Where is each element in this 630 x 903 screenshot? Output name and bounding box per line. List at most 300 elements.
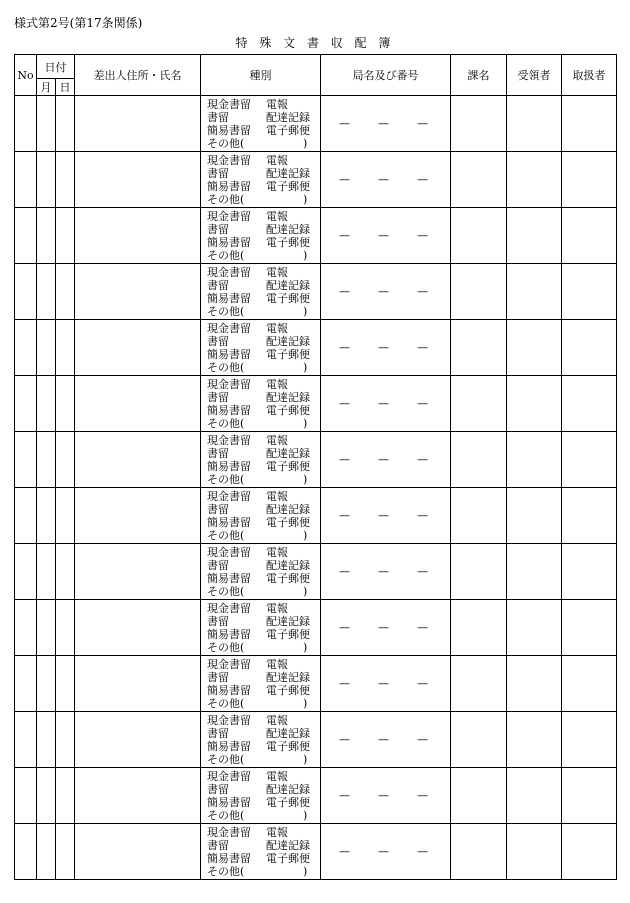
- type-option-other: その他(: [207, 360, 245, 374]
- cell-sender[interactable]: [75, 432, 201, 488]
- type-option-other-close: ): [303, 136, 308, 150]
- cell-section[interactable]: [451, 600, 507, 656]
- cell-day[interactable]: [56, 432, 75, 488]
- cell-handler[interactable]: [562, 712, 617, 768]
- office-dash: —: [339, 621, 350, 634]
- type-option-other-close: ): [303, 752, 308, 766]
- office-dash: —: [339, 117, 350, 130]
- cell-no[interactable]: [15, 432, 37, 488]
- office-dash: —: [378, 453, 389, 466]
- type-option-electronic-mail: 電子郵便: [266, 403, 310, 417]
- cell-month[interactable]: [37, 208, 56, 264]
- type-option-other: その他(: [207, 696, 245, 710]
- cell-handler[interactable]: [562, 96, 617, 152]
- cell-handler[interactable]: [562, 432, 617, 488]
- type-option-other: その他(: [207, 584, 245, 598]
- header-section: 課名: [451, 55, 507, 96]
- type-option-simple-registered: 簡易書留: [207, 179, 251, 193]
- type-option-cash-registered: 現金書留: [207, 209, 251, 223]
- cell-sender[interactable]: [75, 544, 201, 600]
- cell-handler[interactable]: [562, 488, 617, 544]
- cell-handler[interactable]: [562, 152, 617, 208]
- cell-type[interactable]: [201, 152, 321, 208]
- cell-sender[interactable]: [75, 488, 201, 544]
- cell-section[interactable]: [451, 152, 507, 208]
- type-option-delivery-record: 配達記録: [266, 446, 310, 460]
- cell-office-number[interactable]: [321, 824, 451, 880]
- type-option-delivery-record: 配達記録: [266, 558, 310, 572]
- office-dash: —: [417, 845, 428, 858]
- type-option-cash-registered: 現金書留: [207, 265, 251, 279]
- cell-office-number[interactable]: [321, 544, 451, 600]
- cell-month[interactable]: [37, 656, 56, 712]
- header-month: 月: [37, 79, 56, 96]
- cell-section[interactable]: [451, 824, 507, 880]
- type-option-delivery-record: 配達記録: [266, 614, 310, 628]
- type-option-registered: 書留: [207, 166, 229, 180]
- cell-type[interactable]: [201, 264, 321, 320]
- office-dash: —: [339, 789, 350, 802]
- office-dash: —: [417, 229, 428, 242]
- type-option-telegram: 電報: [266, 265, 288, 279]
- type-option-telegram: 電報: [266, 601, 288, 615]
- cell-receiver[interactable]: [507, 600, 562, 656]
- type-option-simple-registered: 簡易書留: [207, 347, 251, 361]
- type-option-other-close: ): [303, 248, 308, 262]
- type-option-other: その他(: [207, 136, 245, 150]
- type-option-electronic-mail: 電子郵便: [266, 235, 310, 249]
- office-dash: —: [339, 565, 350, 578]
- cell-handler[interactable]: [562, 600, 617, 656]
- type-option-other-close: ): [303, 864, 308, 878]
- office-dash: —: [339, 509, 350, 522]
- type-option-other: その他(: [207, 472, 245, 486]
- office-dash: —: [339, 285, 350, 298]
- cell-month[interactable]: [37, 376, 56, 432]
- cell-sender[interactable]: [75, 656, 201, 712]
- type-option-other-close: ): [303, 584, 308, 598]
- type-option-telegram: 電報: [266, 377, 288, 391]
- table-row: [15, 600, 617, 656]
- cell-office-number[interactable]: [321, 600, 451, 656]
- cell-handler[interactable]: [562, 656, 617, 712]
- type-option-cash-registered: 現金書留: [207, 433, 251, 447]
- type-option-cash-registered: 現金書留: [207, 713, 251, 727]
- office-dash: —: [339, 229, 350, 242]
- cell-receiver[interactable]: [507, 376, 562, 432]
- type-option-other: その他(: [207, 864, 245, 878]
- cell-type[interactable]: [201, 600, 321, 656]
- cell-sender[interactable]: [75, 712, 201, 768]
- cell-month[interactable]: [37, 768, 56, 824]
- office-dash: —: [378, 509, 389, 522]
- type-option-registered: 書留: [207, 110, 229, 124]
- office-dash: —: [417, 621, 428, 634]
- cell-office-number[interactable]: [321, 656, 451, 712]
- type-option-cash-registered: 現金書留: [207, 657, 251, 671]
- type-option-cash-registered: 現金書留: [207, 769, 251, 783]
- type-option-delivery-record: 配達記録: [266, 838, 310, 852]
- table-row: [15, 544, 617, 600]
- cell-no[interactable]: [15, 320, 37, 376]
- type-option-simple-registered: 簡易書留: [207, 123, 251, 137]
- header-receiver: 受領者: [507, 55, 562, 96]
- header-day: 日: [56, 79, 75, 96]
- cell-section[interactable]: [451, 488, 507, 544]
- cell-handler[interactable]: [562, 824, 617, 880]
- type-option-telegram: 電報: [266, 545, 288, 559]
- cell-type[interactable]: [201, 656, 321, 712]
- cell-type[interactable]: [201, 208, 321, 264]
- office-dash: —: [339, 341, 350, 354]
- cell-month[interactable]: [37, 824, 56, 880]
- cell-type[interactable]: [201, 824, 321, 880]
- cell-handler[interactable]: [562, 376, 617, 432]
- type-option-other: その他(: [207, 304, 245, 318]
- type-option-registered: 書留: [207, 726, 229, 740]
- cell-section[interactable]: [451, 768, 507, 824]
- type-option-other: その他(: [207, 640, 245, 654]
- cell-type[interactable]: [201, 712, 321, 768]
- office-dash: —: [417, 453, 428, 466]
- type-option-electronic-mail: 電子郵便: [266, 739, 310, 753]
- cell-no[interactable]: [15, 96, 37, 152]
- type-option-other-close: ): [303, 640, 308, 654]
- type-option-telegram: 電報: [266, 657, 288, 671]
- type-option-simple-registered: 簡易書留: [207, 851, 251, 865]
- cell-sender[interactable]: [75, 152, 201, 208]
- cell-office-number[interactable]: [321, 768, 451, 824]
- type-option-cash-registered: 現金書留: [207, 545, 251, 559]
- type-option-delivery-record: 配達記録: [266, 782, 310, 796]
- cell-office-number[interactable]: [321, 432, 451, 488]
- form-label: 様式第2号(第17条関係): [14, 16, 143, 30]
- type-option-other-close: ): [303, 472, 308, 486]
- type-option-cash-registered: 現金書留: [207, 377, 251, 391]
- cell-day[interactable]: [56, 208, 75, 264]
- type-option-registered: 書留: [207, 278, 229, 292]
- type-option-registered: 書留: [207, 670, 229, 684]
- cell-office-number[interactable]: [321, 264, 451, 320]
- cell-receiver[interactable]: [507, 208, 562, 264]
- cell-day[interactable]: [56, 544, 75, 600]
- header-handler: 取扱者: [562, 55, 617, 96]
- cell-month[interactable]: [37, 96, 56, 152]
- type-option-delivery-record: 配達記録: [266, 726, 310, 740]
- type-option-other: その他(: [207, 192, 245, 206]
- cell-section[interactable]: [451, 264, 507, 320]
- cell-sender[interactable]: [75, 600, 201, 656]
- header-type: 種別: [201, 55, 321, 96]
- cell-no[interactable]: [15, 376, 37, 432]
- cell-section[interactable]: [451, 432, 507, 488]
- type-option-electronic-mail: 電子郵便: [266, 683, 310, 697]
- table-row: [15, 96, 617, 152]
- type-option-telegram: 電報: [266, 321, 288, 335]
- cell-type[interactable]: [201, 488, 321, 544]
- register-table: [14, 54, 617, 880]
- cell-day[interactable]: [56, 488, 75, 544]
- type-option-simple-registered: 簡易書留: [207, 291, 251, 305]
- office-dash: —: [378, 789, 389, 802]
- cell-month[interactable]: [37, 600, 56, 656]
- cell-day[interactable]: [56, 600, 75, 656]
- cell-month[interactable]: [37, 152, 56, 208]
- table-row: [15, 264, 617, 320]
- office-dash: —: [417, 173, 428, 186]
- type-option-electronic-mail: 電子郵便: [266, 515, 310, 529]
- type-option-cash-registered: 現金書留: [207, 489, 251, 503]
- type-option-telegram: 電報: [266, 153, 288, 167]
- type-option-electronic-mail: 電子郵便: [266, 571, 310, 585]
- office-dash: —: [339, 845, 350, 858]
- table-row: [15, 432, 617, 488]
- cell-no[interactable]: [15, 152, 37, 208]
- type-option-registered: 書留: [207, 614, 229, 628]
- cell-type[interactable]: [201, 96, 321, 152]
- office-dash: —: [339, 173, 350, 186]
- cell-section[interactable]: [451, 96, 507, 152]
- table-row: [15, 376, 617, 432]
- cell-office-number[interactable]: [321, 712, 451, 768]
- office-dash: —: [417, 285, 428, 298]
- cell-office-number[interactable]: [321, 320, 451, 376]
- type-option-other: その他(: [207, 416, 245, 430]
- office-dash: —: [417, 117, 428, 130]
- cell-section[interactable]: [451, 376, 507, 432]
- cell-type[interactable]: [201, 544, 321, 600]
- table-row: [15, 712, 617, 768]
- cell-handler[interactable]: [562, 320, 617, 376]
- table-row: [15, 208, 617, 264]
- type-option-electronic-mail: 電子郵便: [266, 179, 310, 193]
- cell-receiver[interactable]: [507, 712, 562, 768]
- office-dash: —: [378, 565, 389, 578]
- cell-sender[interactable]: [75, 264, 201, 320]
- cell-sender[interactable]: [75, 768, 201, 824]
- office-dash: —: [378, 341, 389, 354]
- cell-no[interactable]: [15, 544, 37, 600]
- table-row: [15, 768, 617, 824]
- type-option-registered: 書留: [207, 838, 229, 852]
- type-option-simple-registered: 簡易書留: [207, 795, 251, 809]
- cell-type[interactable]: [201, 432, 321, 488]
- type-option-telegram: 電報: [266, 433, 288, 447]
- cell-no[interactable]: [15, 768, 37, 824]
- type-option-simple-registered: 簡易書留: [207, 459, 251, 473]
- office-dash: —: [417, 789, 428, 802]
- type-option-registered: 書留: [207, 558, 229, 572]
- office-dash: —: [378, 285, 389, 298]
- type-option-simple-registered: 簡易書留: [207, 739, 251, 753]
- type-option-telegram: 電報: [266, 489, 288, 503]
- cell-month[interactable]: [37, 712, 56, 768]
- office-dash: —: [378, 117, 389, 130]
- type-option-simple-registered: 簡易書留: [207, 515, 251, 529]
- office-dash: —: [417, 341, 428, 354]
- type-option-electronic-mail: 電子郵便: [266, 291, 310, 305]
- cell-no[interactable]: [15, 656, 37, 712]
- cell-sender[interactable]: [75, 96, 201, 152]
- table-row: [15, 824, 617, 880]
- cell-day[interactable]: [56, 768, 75, 824]
- type-option-telegram: 電報: [266, 209, 288, 223]
- cell-day[interactable]: [56, 96, 75, 152]
- cell-receiver[interactable]: [507, 544, 562, 600]
- cell-month[interactable]: [37, 320, 56, 376]
- cell-handler[interactable]: [562, 264, 617, 320]
- office-dash: —: [417, 397, 428, 410]
- type-option-cash-registered: 現金書留: [207, 601, 251, 615]
- type-option-other-close: ): [303, 192, 308, 206]
- cell-day[interactable]: [56, 152, 75, 208]
- cell-day[interactable]: [56, 264, 75, 320]
- cell-receiver[interactable]: [507, 432, 562, 488]
- cell-section[interactable]: [451, 712, 507, 768]
- cell-type[interactable]: [201, 376, 321, 432]
- office-dash: —: [417, 733, 428, 746]
- table-row: [15, 656, 617, 712]
- office-dash: —: [339, 733, 350, 746]
- cell-sender[interactable]: [75, 376, 201, 432]
- cell-handler[interactable]: [562, 544, 617, 600]
- cell-section[interactable]: [451, 208, 507, 264]
- type-option-registered: 書留: [207, 782, 229, 796]
- type-option-delivery-record: 配達記録: [266, 110, 310, 124]
- type-option-other-close: ): [303, 416, 308, 430]
- header-no: No: [15, 55, 37, 96]
- cell-day[interactable]: [56, 712, 75, 768]
- cell-handler[interactable]: [562, 208, 617, 264]
- type-option-other: その他(: [207, 248, 245, 262]
- type-option-registered: 書留: [207, 446, 229, 460]
- office-dash: —: [378, 173, 389, 186]
- cell-no[interactable]: [15, 600, 37, 656]
- cell-receiver[interactable]: [507, 488, 562, 544]
- type-option-electronic-mail: 電子郵便: [266, 347, 310, 361]
- office-dash: —: [378, 621, 389, 634]
- cell-type[interactable]: [201, 768, 321, 824]
- header-sender: 差出人住所・氏名: [75, 55, 201, 96]
- cell-no[interactable]: [15, 712, 37, 768]
- cell-office-number[interactable]: [321, 96, 451, 152]
- type-option-simple-registered: 簡易書留: [207, 683, 251, 697]
- cell-type[interactable]: [201, 320, 321, 376]
- cell-no[interactable]: [15, 488, 37, 544]
- cell-receiver[interactable]: [507, 152, 562, 208]
- cell-receiver[interactable]: [507, 320, 562, 376]
- type-option-registered: 書留: [207, 502, 229, 516]
- type-option-simple-registered: 簡易書留: [207, 627, 251, 641]
- cell-section[interactable]: [451, 544, 507, 600]
- type-option-telegram: 電報: [266, 97, 288, 111]
- table-row: [15, 152, 617, 208]
- cell-receiver[interactable]: [507, 264, 562, 320]
- cell-no[interactable]: [15, 264, 37, 320]
- cell-office-number[interactable]: [321, 152, 451, 208]
- type-option-delivery-record: 配達記録: [266, 670, 310, 684]
- type-option-other: その他(: [207, 808, 245, 822]
- office-dash: —: [378, 733, 389, 746]
- cell-receiver[interactable]: [507, 824, 562, 880]
- cell-section[interactable]: [451, 320, 507, 376]
- type-option-other-close: ): [303, 360, 308, 374]
- cell-day[interactable]: [56, 320, 75, 376]
- cell-receiver[interactable]: [507, 96, 562, 152]
- header-date: 日付: [37, 55, 75, 79]
- office-dash: —: [339, 397, 350, 410]
- type-option-simple-registered: 簡易書留: [207, 403, 251, 417]
- office-dash: —: [378, 397, 389, 410]
- type-option-electronic-mail: 電子郵便: [266, 123, 310, 137]
- type-option-cash-registered: 現金書留: [207, 825, 251, 839]
- cell-month[interactable]: [37, 432, 56, 488]
- cell-sender[interactable]: [75, 824, 201, 880]
- cell-day[interactable]: [56, 656, 75, 712]
- cell-office-number[interactable]: [321, 376, 451, 432]
- type-option-other-close: ): [303, 808, 308, 822]
- type-option-electronic-mail: 電子郵便: [266, 459, 310, 473]
- cell-month[interactable]: [37, 488, 56, 544]
- type-option-other-close: ): [303, 696, 308, 710]
- cell-sender[interactable]: [75, 320, 201, 376]
- type-option-other-close: ): [303, 304, 308, 318]
- type-option-simple-registered: 簡易書留: [207, 571, 251, 585]
- cell-receiver[interactable]: [507, 768, 562, 824]
- cell-office-number[interactable]: [321, 488, 451, 544]
- type-option-delivery-record: 配達記録: [266, 278, 310, 292]
- type-option-other-close: ): [303, 528, 308, 542]
- type-option-delivery-record: 配達記録: [266, 166, 310, 180]
- type-option-delivery-record: 配達記録: [266, 390, 310, 404]
- cell-receiver[interactable]: [507, 656, 562, 712]
- office-dash: —: [378, 229, 389, 242]
- office-dash: —: [378, 845, 389, 858]
- header-office: 局名及び番号: [321, 55, 451, 96]
- cell-day[interactable]: [56, 376, 75, 432]
- office-dash: —: [339, 453, 350, 466]
- office-dash: —: [339, 677, 350, 690]
- cell-day[interactable]: [56, 824, 75, 880]
- type-option-telegram: 電報: [266, 713, 288, 727]
- cell-office-number[interactable]: [321, 208, 451, 264]
- type-option-delivery-record: 配達記録: [266, 502, 310, 516]
- cell-month[interactable]: [37, 264, 56, 320]
- type-option-electronic-mail: 電子郵便: [266, 795, 310, 809]
- type-option-telegram: 電報: [266, 769, 288, 783]
- office-dash: —: [417, 509, 428, 522]
- cell-no[interactable]: [15, 824, 37, 880]
- type-option-other: その他(: [207, 752, 245, 766]
- cell-month[interactable]: [37, 544, 56, 600]
- cell-sender[interactable]: [75, 208, 201, 264]
- office-dash: —: [417, 565, 428, 578]
- type-option-telegram: 電報: [266, 825, 288, 839]
- type-option-cash-registered: 現金書留: [207, 321, 251, 335]
- cell-section[interactable]: [451, 656, 507, 712]
- type-option-cash-registered: 現金書留: [207, 97, 251, 111]
- type-option-delivery-record: 配達記録: [266, 222, 310, 236]
- cell-handler[interactable]: [562, 768, 617, 824]
- type-option-other: その他(: [207, 528, 245, 542]
- type-option-electronic-mail: 電子郵便: [266, 851, 310, 865]
- table-row: [15, 488, 617, 544]
- table-row: [15, 320, 617, 376]
- type-option-registered: 書留: [207, 222, 229, 236]
- cell-no[interactable]: [15, 208, 37, 264]
- type-option-registered: 書留: [207, 390, 229, 404]
- document-title: 特 殊 文 書 収 配 簿: [235, 36, 395, 50]
